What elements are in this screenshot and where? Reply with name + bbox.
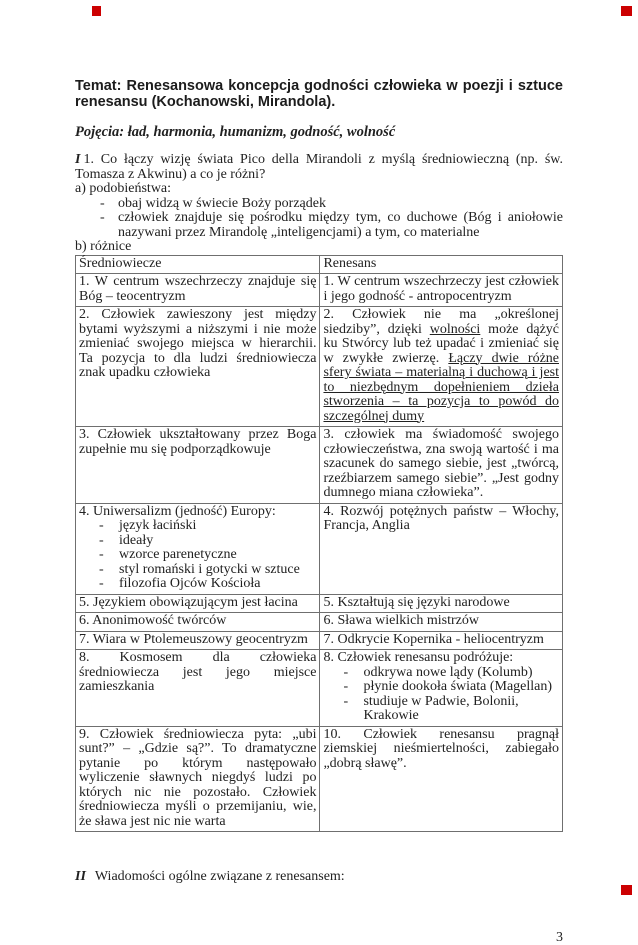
- table-cell-left: [76, 274, 320, 307]
- cell-text: 3. Człowiek ukształtowany przez Boga zupełnie mu się podporządkowuje: [79, 427, 316, 457]
- red-corner-marker-top-left: [92, 6, 101, 16]
- table-cell-left: [76, 613, 320, 632]
- page-number: 3: [75, 931, 563, 945]
- red-corner-marker-top-right: [621, 6, 632, 16]
- dash-bullet: -: [99, 563, 119, 578]
- comparison-table: [75, 255, 563, 833]
- table-cell-right: [320, 594, 563, 613]
- list-item-text: ideały: [119, 534, 316, 549]
- section2-heading: [75, 870, 563, 885]
- table-cell-left: [76, 726, 320, 832]
- comparison-table-body: [76, 274, 563, 832]
- section2-numeral: II: [75, 869, 86, 884]
- table-cell-left: [76, 650, 320, 727]
- red-corner-marker-bottom-right: [621, 885, 632, 895]
- similarity-text: obaj widzą w świecie Boży porządek: [118, 197, 563, 212]
- table-cell-left: [76, 307, 320, 427]
- list-item: [79, 563, 316, 578]
- cell-text: 6. Sława wielkich mistrzów: [323, 613, 479, 628]
- cell-text: 9. Człowiek średniowiecza pyta: „ubi sunt?” – „Gdzie są?”. To dramatyczne pytanie po którym następowało wyliczenie sławnych niegdyś ludzi po których nic nie pozostało. Człowiek średniowiecza myśli o przemijaniu, wie, że sława jest nic nie warta: [79, 727, 316, 829]
- table-cell-right: [320, 726, 563, 832]
- cell-text: 5. Kształtują się języki narodowe: [323, 595, 509, 610]
- list-item-text: studiuje w Padwie, Bolonii, Krakowie: [363, 695, 559, 724]
- table-row: [76, 631, 563, 650]
- list-item: [79, 519, 316, 534]
- cell-text: 7. Wiara w Ptolemeuszowy geocentryzm: [79, 632, 308, 647]
- cell-text: 4. Uniwersalizm (jedność) Europy:: [79, 504, 276, 519]
- list-item-text: język łaciński: [119, 519, 316, 534]
- cell-text: może dążyć ku Stwórcy lub też upadać i zmieniać się w zwykłe zwierzę.: [323, 322, 559, 366]
- table-row: [76, 503, 563, 594]
- header-renesans: Renesans: [320, 255, 563, 274]
- cell-text: 8. Kosmosem dla człowieka średniowiecza jest jego miejsce zamieszkania: [79, 650, 316, 694]
- similarity-item: [75, 211, 563, 240]
- cell-text: 1. W centrum wszechrzeczy znajduje się Bóg – teocentryzm: [79, 274, 316, 304]
- cell-text: 2. Człowiek zawieszony jest między bytami wyższymi a niższymi i nie może zmieniać swojego miejsca w hierarchii. Ta pozycja to dla ludzi średniowiecza znak upadku człowieka: [79, 307, 316, 380]
- cell-text: 5. Językiem obowiązującym jest łacina: [79, 595, 298, 610]
- similarities-label: a) podobieństwa:: [75, 182, 563, 197]
- dash-bullet: -: [99, 577, 119, 592]
- table-cell-right: [320, 631, 563, 650]
- cell-text: 10. Człowiek renesansu pragnął ziemskiej nieśmiertelności, zabiegało „dobrą sławę”.: [323, 727, 559, 771]
- table-row: [76, 650, 563, 727]
- dash-bullet: -: [343, 666, 363, 681]
- list-item: [323, 695, 559, 724]
- dash-bullet: -: [100, 211, 118, 240]
- similarity-text: człowiek znajduje się pośrodku między tym, co duchowe (Bóg i aniołowie nazywani przez Mirandolę „inteligencjami) a tym, co materialne: [118, 211, 563, 240]
- list-item-text: płynie dookoła świata (Magellan): [363, 680, 559, 695]
- dash-bullet: -: [100, 197, 118, 212]
- dash-bullet: -: [343, 680, 363, 695]
- section2-text: Wiadomości ogólne związane z renesansem:: [95, 869, 345, 884]
- similarity-item: [75, 197, 563, 212]
- dash-bullet: -: [99, 519, 119, 534]
- table-header-row: [76, 255, 563, 274]
- table-cell-right: [320, 503, 563, 594]
- underlined-text: wolności: [430, 322, 481, 337]
- section1-question: [75, 153, 563, 182]
- table-row: [76, 307, 563, 427]
- cell-text: 2. Człowiek nie ma „określonej siedziby”, dzięki: [323, 307, 559, 337]
- header-sredniowiecze: Średniowiecze: [76, 255, 320, 274]
- dash-bullet: -: [343, 695, 363, 724]
- table-row: [76, 726, 563, 832]
- section1-question-text: 1. Co łączy wizję świata Pico della Mirandoli z myślą średniowieczną (np. św. Tomasza z Akwinu) a co je różni?: [75, 152, 563, 182]
- list-item: [79, 534, 316, 549]
- list-item: [79, 548, 316, 563]
- list-item: [323, 680, 559, 695]
- differences-label: b) różnice: [75, 240, 563, 255]
- table-row: [76, 613, 563, 632]
- dash-bullet: -: [99, 534, 119, 549]
- section1-numeral: I: [75, 152, 80, 167]
- table-cell-left: [76, 427, 320, 504]
- table-cell-left: [76, 631, 320, 650]
- underlined-text: Łączy dwie różne sfery świata – materialną i duchową i jest to niezbędnym dopełnieniem dzieła stworzenia – ta pozycja to powód do szczególnej dumy: [323, 351, 559, 424]
- topic-title: Temat: Renesansowa koncepcja godności człowieka w poezji i sztuce renesansu (Kochanowski, Mirandola).: [75, 78, 563, 110]
- list-item-text: wzorce parenetyczne: [119, 548, 316, 563]
- dash-bullet: -: [99, 548, 119, 563]
- cell-text: 1. W centrum wszechrzeczy jest człowiek i jego godność - antropocentryzm: [323, 274, 559, 304]
- table-cell-right: [320, 307, 563, 427]
- cell-text: 7. Odkrycie Kopernika - heliocentryzm: [323, 632, 543, 647]
- list-item: [323, 666, 559, 681]
- table-cell-right: [320, 650, 563, 727]
- cell-text: 3. człowiek ma świadomość swojego człowieczeństwa, zna swoją wartość i ma szacunek do samego siebie, jest „twórcą, rzeźbiarzem samego siebie”. „Jest godny dumnego miana człowieka”.: [323, 427, 559, 500]
- cell-text: 8. Człowiek renesansu podróżuje:: [323, 650, 513, 665]
- list-item-text: filozofia Ojców Kościoła: [119, 577, 316, 592]
- concepts-line: Pojęcia: ład, harmonia, humanizm, godność, wolność: [75, 125, 563, 140]
- cell-text: 4. Rozwój potężnych państw – Włochy, Francja, Anglia: [323, 504, 559, 534]
- table-cell-left: [76, 503, 320, 594]
- table-cell-right: [320, 274, 563, 307]
- list-item: [79, 577, 316, 592]
- table-row: [76, 274, 563, 307]
- table-row: [76, 427, 563, 504]
- table-row: [76, 594, 563, 613]
- table-cell-left: [76, 594, 320, 613]
- table-cell-right: [320, 427, 563, 504]
- cell-text: 6. Anonimowość twórców: [79, 613, 226, 628]
- table-cell-right: [320, 613, 563, 632]
- list-item-text: styl romański i gotycki w sztuce: [119, 563, 316, 578]
- list-item-text: odkrywa nowe lądy (Kolumb): [363, 666, 559, 681]
